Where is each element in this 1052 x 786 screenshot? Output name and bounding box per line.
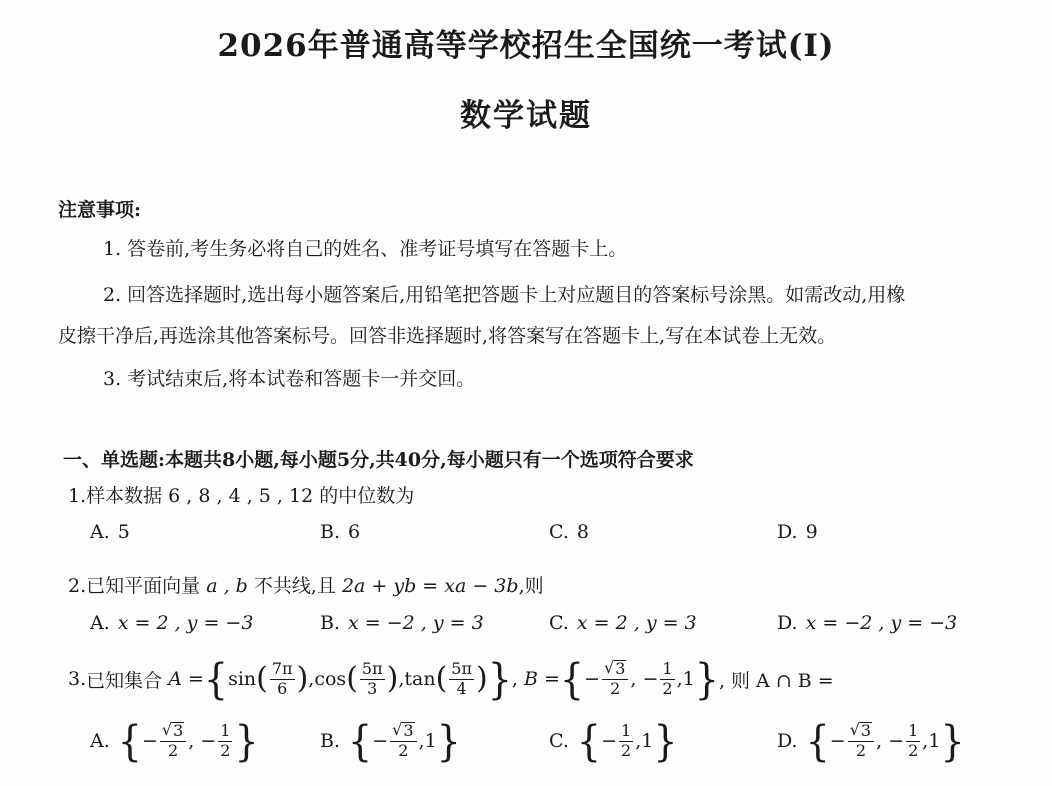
right-brace: } bbox=[487, 654, 512, 704]
section-heading: 一、单选题:本题共8小题,每小题5分,共40分,每小题只有一个选项符合要求 bbox=[63, 449, 694, 471]
q2-option-b: B. x = −2 , y = 3 bbox=[320, 612, 484, 634]
exam-title: 2026年普通高等学校招生全国统一考试(I) bbox=[217, 28, 835, 64]
exam-subtitle: 数学试题 bbox=[460, 98, 592, 134]
q2-option-a: A. x = 2 , y = −3 bbox=[90, 612, 254, 634]
question-3: 3. 已知集合 A = { sin ( $\frac{7\pi}{6}$ ) , cos ( $\frac{5\pi}{3}$ ) , tan ( $\frac{5\pi}{4}$ ) } , B = { − √ 3 2 , − $\frac{1}{2}$ , 1 } , 则 A ∩ B = bbox=[68, 654, 834, 704]
fraction: $\frac{7\pi}{6}$ bbox=[271, 658, 293, 698]
notice-item-3: 3. 考试结束后,将本试卷和答题卡一并交回。 bbox=[103, 368, 476, 390]
q2-option-d: D. x = −2 , y = −3 bbox=[777, 612, 958, 634]
question-1 bbox=[68, 481, 414, 508]
q1-option-c: C. 8 bbox=[549, 521, 589, 543]
vector-equation: 2a + yb = xa − 3b bbox=[341, 575, 519, 597]
question-number: 1. bbox=[68, 485, 87, 507]
q3-option-d: D. { − √ 3 2 , − $\frac{1}{2}$ , 1 } bbox=[777, 716, 965, 766]
q3-option-c: C. { − $\frac{1}{2}$ , 1 } bbox=[549, 716, 678, 766]
fraction: √ 3 2 bbox=[602, 660, 628, 698]
q1-option-b: B. 6 bbox=[320, 521, 361, 543]
q1-option-a: A. 5 bbox=[90, 521, 130, 543]
left-brace: { bbox=[203, 654, 229, 704]
q3-option-a: A. { − √ 3 2 , − $\frac{1}{2}$ } bbox=[90, 716, 259, 766]
q3-option-b: B. { − √ 3 2 , 1 } bbox=[320, 716, 461, 766]
q2-option-c: C. x = 2 , y = 3 bbox=[549, 612, 697, 634]
notice-item-1: 1. 答卷前,考生务必将自己的姓名、准考证号填写在答题卡上。 bbox=[103, 238, 628, 260]
question-number: 3. bbox=[68, 668, 87, 690]
fraction: $\frac{5\pi}{4}$ bbox=[451, 658, 472, 698]
set-b-name: B = bbox=[524, 668, 560, 690]
notice-item-2-line-1: 2. 回答选择题时,选出每小题答案后,用铅笔把答题卡上对应题目的答案标号涂黑。如需改动,用橡 bbox=[103, 284, 906, 306]
question-number: 2. bbox=[68, 575, 87, 597]
vector-vars: a , b bbox=[206, 575, 248, 597]
question-2: 2.已知平面向量 a , b 不共线,且 2a + yb = xa − 3b,则 bbox=[68, 575, 544, 597]
set-a-name: A = bbox=[168, 668, 204, 690]
fraction: $\frac{1}{2}$ bbox=[662, 658, 673, 698]
notice-heading: 注意事项: bbox=[58, 199, 142, 221]
fraction: $\frac{5\pi}{3}$ bbox=[361, 658, 383, 698]
q1-option-d: D. 9 bbox=[777, 521, 818, 543]
notice-item-2-line-2: 皮擦干净后,再选涂其他答案标号。回答非选择题时,将答案写在答题卡上,写在本试卷上无效。 bbox=[58, 325, 837, 347]
question-stem: 样本数据 6 , 8 , 4 , 5 , 12 的中位数为 bbox=[86, 485, 415, 507]
